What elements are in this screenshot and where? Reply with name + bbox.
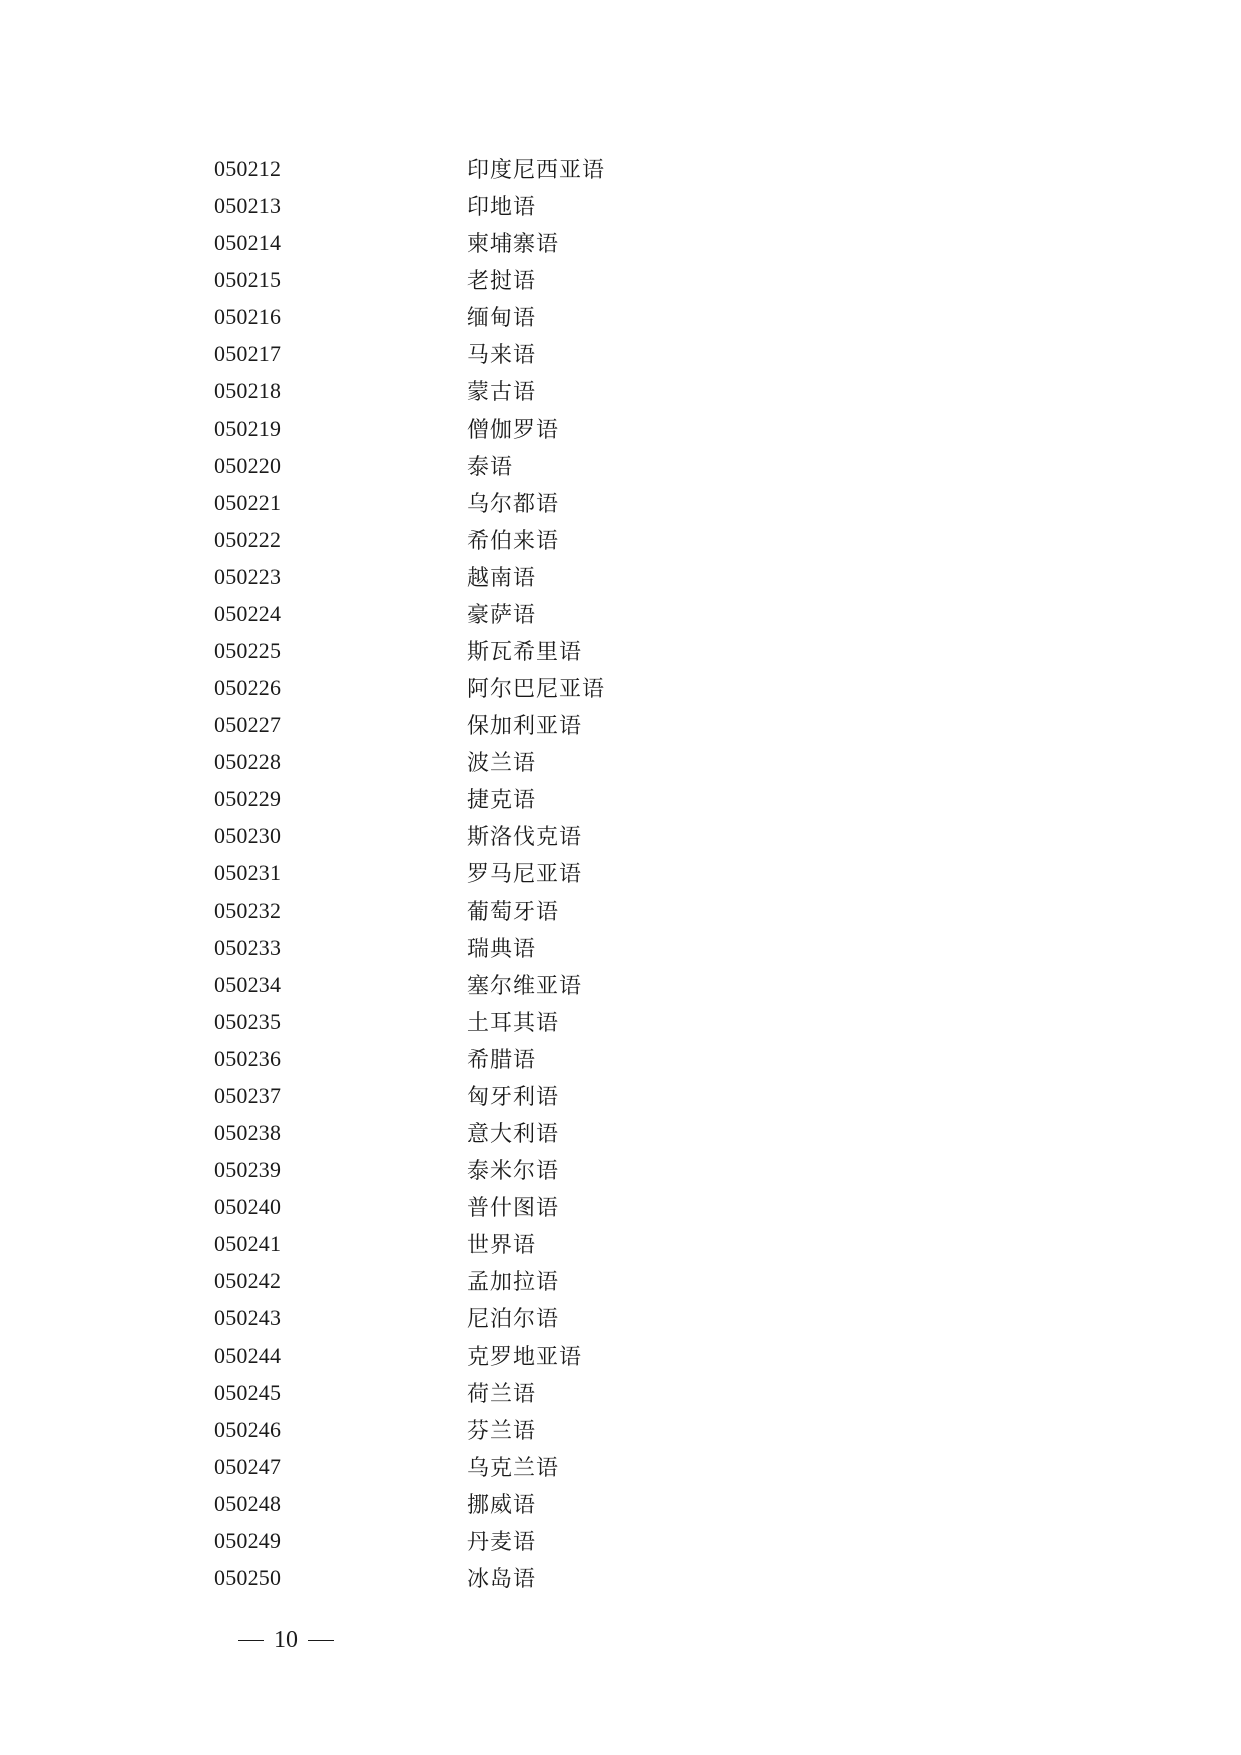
major-name: 孟加拉语 — [467, 1270, 560, 1296]
major-name: 挪威语 — [467, 1492, 537, 1518]
page-number: 10 — [274, 1627, 298, 1653]
major-code: 050247 — [214, 1453, 282, 1479]
major-name: 缅甸语 — [467, 306, 537, 332]
major-name: 尼泊尔语 — [467, 1307, 560, 1333]
major-name: 土耳其语 — [467, 1010, 560, 1036]
major-name: 冰岛语 — [467, 1566, 537, 1592]
list-item — [214, 1454, 914, 1491]
list-item — [214, 638, 914, 675]
major-name: 匈牙利语 — [467, 1084, 560, 1110]
major-name: 蒙古语 — [467, 380, 537, 406]
major-code: 050232 — [214, 897, 282, 923]
footer-dash-left — [238, 1640, 264, 1641]
major-code: 050250 — [214, 1564, 282, 1590]
major-name: 越南语 — [467, 565, 537, 591]
major-code: 050224 — [214, 600, 282, 626]
list-item — [214, 860, 914, 897]
major-code: 050222 — [214, 526, 282, 552]
list-item — [214, 1565, 914, 1602]
major-code: 050237 — [214, 1082, 282, 1108]
major-name: 斯洛伐克语 — [467, 825, 583, 851]
major-code: 050241 — [214, 1231, 282, 1257]
list-item — [214, 1343, 914, 1380]
major-code: 050216 — [214, 304, 282, 330]
list-item — [214, 601, 914, 638]
major-code-list — [214, 156, 914, 1602]
major-code: 050249 — [214, 1527, 282, 1553]
major-name: 泰米尔语 — [467, 1159, 560, 1185]
major-code: 050231 — [214, 860, 282, 886]
major-code: 050215 — [214, 267, 282, 293]
major-name: 捷克语 — [467, 788, 537, 814]
major-name: 斯瓦希里语 — [467, 640, 583, 666]
major-name: 塞尔维亚语 — [467, 973, 583, 999]
major-code: 050212 — [214, 156, 282, 181]
list-item — [214, 1120, 914, 1157]
list-item — [214, 823, 914, 860]
major-code: 050234 — [214, 971, 282, 997]
major-name: 希伯来语 — [467, 528, 560, 554]
list-item — [214, 230, 914, 267]
major-code: 050239 — [214, 1157, 282, 1183]
major-code: 050229 — [214, 786, 282, 812]
major-name: 芬兰语 — [467, 1418, 537, 1444]
major-code: 050244 — [214, 1342, 282, 1368]
list-item — [214, 898, 914, 935]
major-code: 050225 — [214, 638, 282, 664]
major-name: 克罗地亚语 — [467, 1344, 583, 1370]
major-name: 印度尼西亚语 — [467, 158, 606, 183]
major-name: 罗马尼亚语 — [467, 862, 583, 888]
list-item — [214, 304, 914, 341]
major-code: 050243 — [214, 1305, 282, 1331]
major-name: 马来语 — [467, 343, 537, 369]
major-name: 瑞典语 — [467, 936, 537, 962]
list-item — [214, 1194, 914, 1231]
list-item — [214, 527, 914, 564]
major-name: 葡萄牙语 — [467, 899, 560, 925]
major-code: 050245 — [214, 1379, 282, 1405]
major-name: 普什图语 — [467, 1196, 560, 1222]
list-item — [214, 749, 914, 786]
major-name: 波兰语 — [467, 751, 537, 777]
major-code: 050213 — [214, 193, 282, 219]
major-code: 050220 — [214, 452, 282, 478]
major-name: 乌尔都语 — [467, 491, 560, 517]
list-item — [214, 786, 914, 823]
major-name: 荷兰语 — [467, 1381, 537, 1407]
major-code: 050233 — [214, 934, 282, 960]
list-item — [214, 378, 914, 415]
major-name: 印地语 — [467, 195, 537, 221]
list-item — [214, 267, 914, 304]
major-code: 050214 — [214, 230, 282, 256]
major-code: 050246 — [214, 1416, 282, 1442]
list-item — [214, 1231, 914, 1268]
list-item — [214, 1305, 914, 1342]
page-footer — [238, 1625, 334, 1655]
list-item — [214, 1157, 914, 1194]
list-item — [214, 453, 914, 490]
major-name: 保加利亚语 — [467, 714, 583, 740]
major-code: 050235 — [214, 1008, 282, 1034]
footer-dash-right — [308, 1640, 334, 1641]
list-item — [214, 156, 914, 193]
major-name: 老挝语 — [467, 269, 537, 295]
major-name: 阿尔巴尼亚语 — [467, 677, 606, 703]
list-item — [214, 341, 914, 378]
major-name: 柬埔寨语 — [467, 232, 560, 258]
list-item — [214, 193, 914, 230]
major-name: 丹麦语 — [467, 1529, 537, 1555]
major-code: 050238 — [214, 1120, 282, 1146]
list-item — [214, 1380, 914, 1417]
major-name: 僧伽罗语 — [467, 417, 560, 443]
major-code: 050219 — [214, 415, 282, 441]
list-item — [214, 935, 914, 972]
list-item — [214, 416, 914, 453]
major-code: 050221 — [214, 489, 282, 515]
major-code: 050227 — [214, 712, 282, 738]
list-item — [214, 1009, 914, 1046]
list-item — [214, 1528, 914, 1565]
list-item — [214, 564, 914, 601]
major-name: 泰语 — [467, 454, 514, 480]
list-item — [214, 675, 914, 712]
major-name: 意大利语 — [467, 1122, 560, 1148]
major-code: 050230 — [214, 823, 282, 849]
major-code: 050236 — [214, 1045, 282, 1071]
major-code: 050223 — [214, 563, 282, 589]
major-name: 乌克兰语 — [467, 1455, 560, 1481]
list-item — [214, 490, 914, 527]
list-item — [214, 712, 914, 749]
major-name: 希腊语 — [467, 1047, 537, 1073]
major-code: 050226 — [214, 675, 282, 701]
list-item — [214, 972, 914, 1009]
major-code: 050240 — [214, 1194, 282, 1220]
list-item — [214, 1268, 914, 1305]
list-item — [214, 1046, 914, 1083]
major-name: 豪萨语 — [467, 602, 537, 628]
major-code: 050228 — [214, 749, 282, 775]
list-item — [214, 1417, 914, 1454]
major-code: 050242 — [214, 1268, 282, 1294]
list-item — [214, 1491, 914, 1528]
major-name: 世界语 — [467, 1233, 537, 1259]
major-code: 050218 — [214, 378, 282, 404]
list-item — [214, 1083, 914, 1120]
major-code: 050217 — [214, 341, 282, 367]
major-code: 050248 — [214, 1490, 282, 1516]
